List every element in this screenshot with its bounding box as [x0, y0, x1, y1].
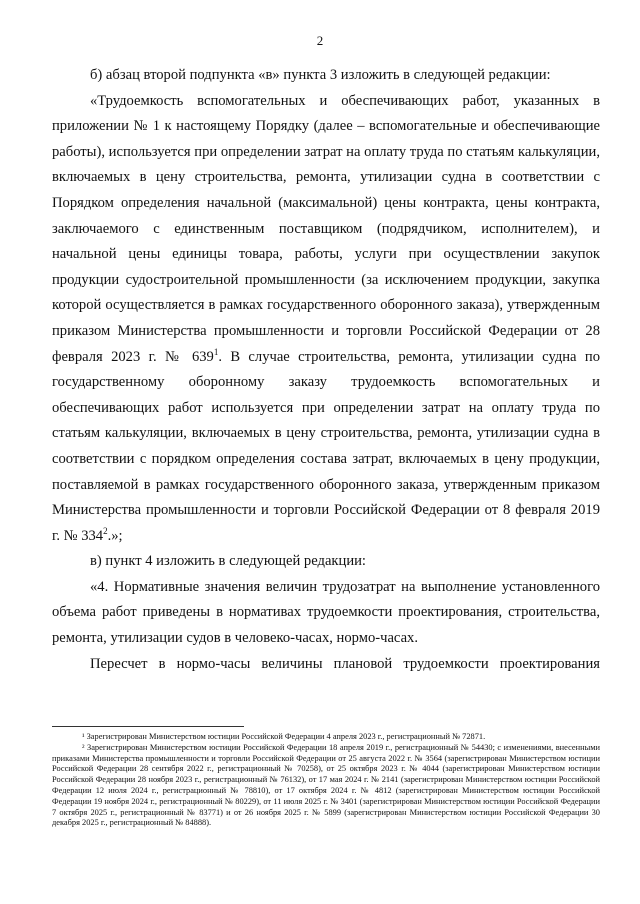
document-body	[52, 63, 600, 677]
footnote-ref-1: 1	[213, 346, 219, 357]
paragraph-item-4: «4. Нормативные значения величин трудозатрат на выполнение установленного объема работ приведены в нормативах трудоемкости проектирования, строительства, ремонта, утилизации судов в человеко-часах, нормо-часах.	[52, 578, 600, 647]
footnote-ref-2: 2	[103, 525, 108, 536]
page-number: 2	[316, 33, 324, 48]
footnotes	[52, 732, 600, 829]
footnote-separator	[52, 726, 244, 727]
paragraph-text: «Трудоемкость вспомогательных и обеспечивающих работ, указанных в приложении № 1 к настоящему Порядку (далее – вспомогательные и обеспечивающие работы), используется при определении затрат на оплату труда по статьям калькуляции, включаемых в цену строительства, ремонта, утилизации судна в соответствии с Порядком определения начальной (максимальной) цены контракта, цены контракта, заключаемого с единственным поставщиком (подрядчиком, исполнителем), и начальной цены единицы товара, работы, услуги при осуществлении закупок продукции судостроительной промышленности (за исключением продукции, закупка которой осуществляется в рамках государственного оборонного заказа), утвержденным приказом Министерства промышленности и торговли Российской Федерации от 28 февраля 2023 г. № 639	[52, 92, 600, 365]
paragraph-labor-intensity	[52, 89, 600, 550]
footnote-2: ² Зарегистрирован Министерством юстиции Российской Федерации 18 апреля 2019 г., регистрационный № 54430; с изменениями, внесенными приказами Министерства промышленности и торговли Российской Федерации от 25 августа 2022 г. № 3564 (зарегистрирован Министерством юстиции Российской Федерации 28 сентября 2022 г., регистрационный № 70258), от 25 октября 2023 г. № 4044 (зарегистрирован Министерством юстиции Российской Федерации 28 ноября 2023 г., регистрационный № 76132), от 17 мая 2024 г. № 2141 (зарегистрирован Министерством юстиции Российской Федерации 12 июля 2024 г., регистрационный № 78810), от 17 октября 2024 г. № 4812 (зарегистрирован Министерством юстиции Российской Федерации 19 ноября 2024 г., регистрационный № 80229), от 11 июля 2025 г. № 3401 (зарегистрирован Министерством юстиции Российской Федерации 7 октября 2025 г., регистрационный № 83771) и от 26 ноября 2025 г. № 5899 (зарегистрирован Министерством юстиции Российской Федерации 30 декабря 2025 г., регистрационный № 84888).	[52, 742, 600, 828]
footnote-1: ¹ Зарегистрирован Министерством юстиции Российской Федерации 4 апреля 2023 г., регистрационный № 72871.	[82, 732, 486, 741]
paragraph-v-intro: в) пункт 4 изложить в следующей редакции:	[90, 553, 366, 570]
paragraph-text-end: .»;	[107, 527, 123, 544]
paragraph-recalc: Пересчет в нормо-часы величины плановой трудоемкости проектирования	[90, 655, 600, 672]
paragraph-b-intro: б) абзац второй подпункта «в» пункта 3 изложить в следующей редакции:	[90, 67, 551, 83]
paragraph-text-continued: . В случае строительства, ремонта, утилизации судна по государственному оборонному заказу трудоемкость вспомогательных и обеспечивающих работ используется при определении затрат на оплату труда по статьям калькуляции, включаемых в цену строительства, ремонта, утилизации судна в соответствии с порядком определения состава затрат, включаемых в цену продукции, поставляемой в рамках государственного оборонного заказа, утвержденным приказом Министерства промышленности и торговли Российской Федерации от 8 февраля 2019 г. № 334	[52, 348, 600, 544]
